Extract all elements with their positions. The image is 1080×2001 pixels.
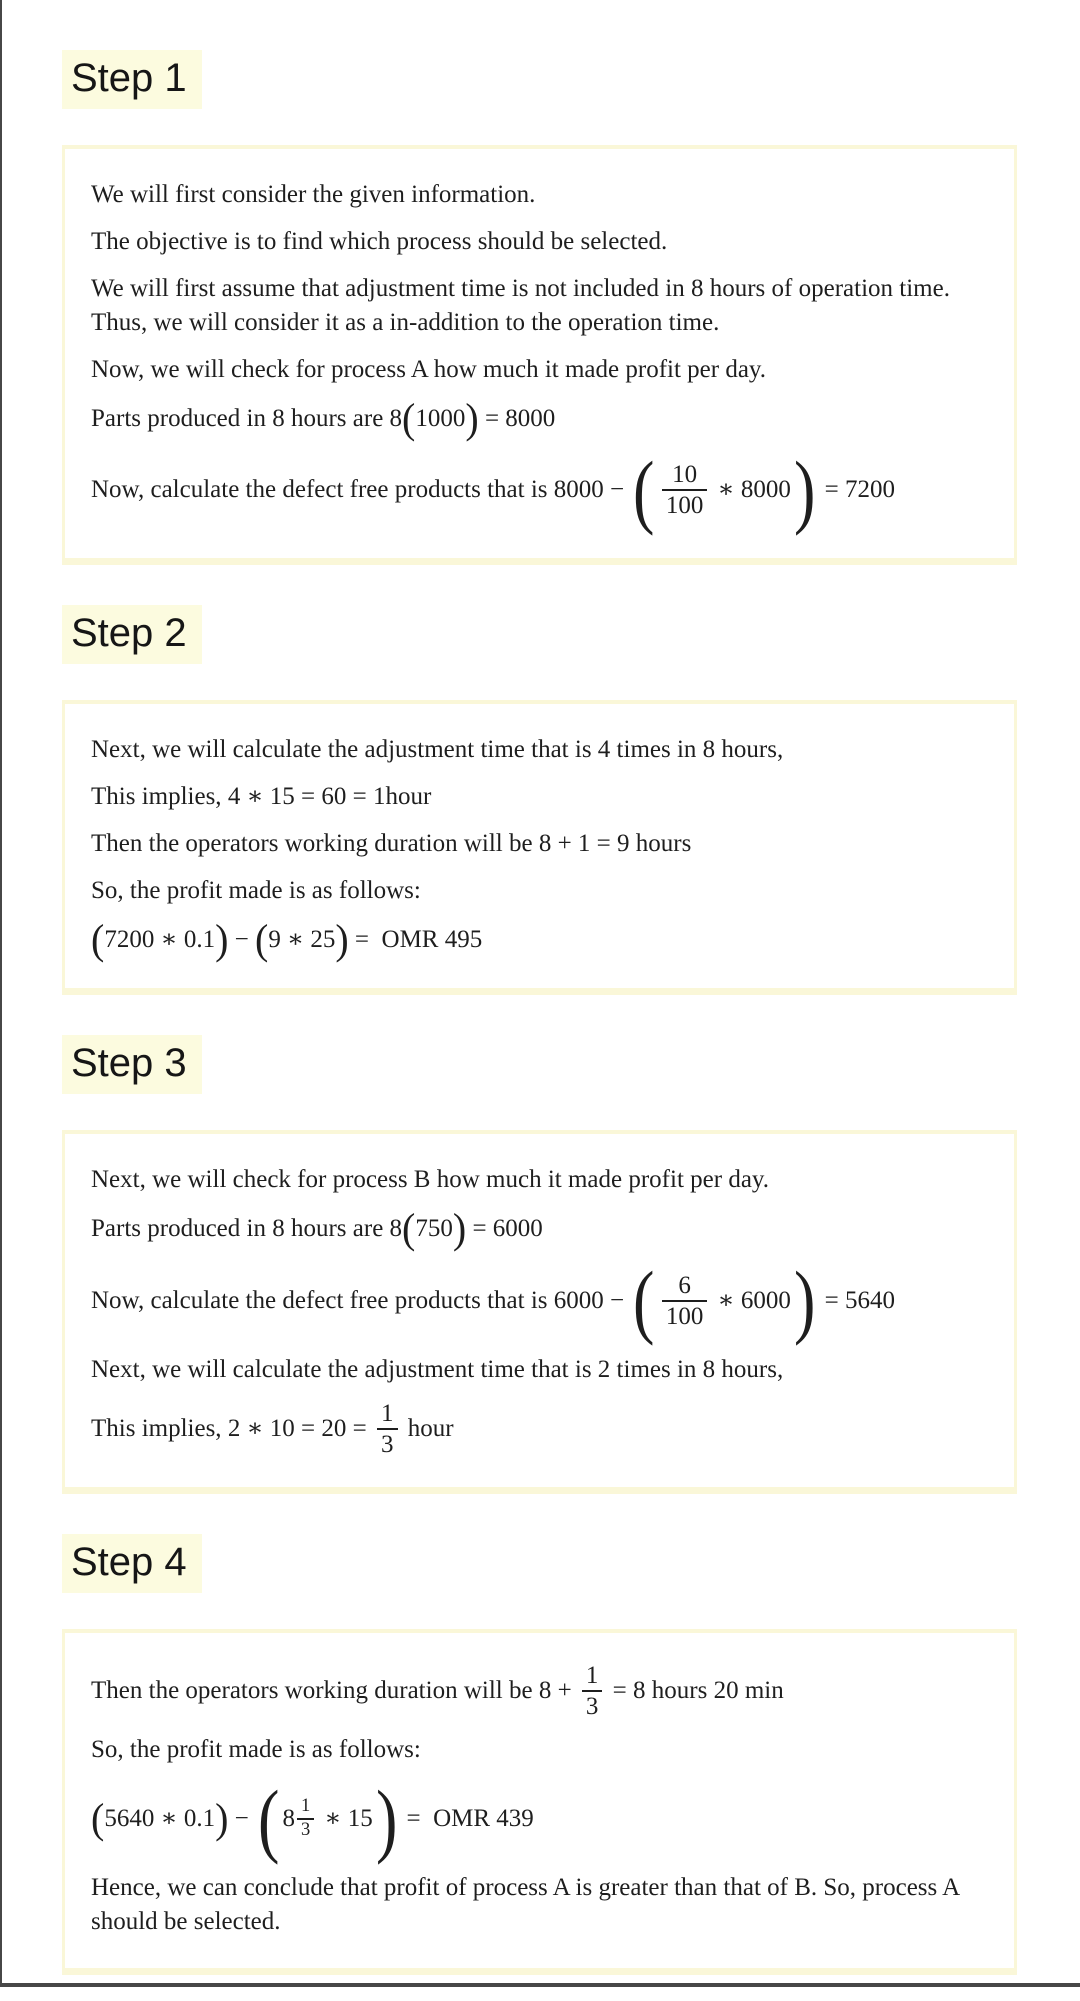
text-run: The objective is to find which process should be selected. xyxy=(91,228,668,255)
fraction xyxy=(377,1400,398,1458)
mixed-number xyxy=(283,1797,319,1841)
math-run: 8 + xyxy=(538,1676,578,1704)
equation-line xyxy=(91,780,988,814)
text-run: Then the operators working duration will be xyxy=(91,830,539,858)
open-paren: ( xyxy=(633,444,655,536)
text-run: Hence, we can conclude that profit of process A is greater than that of B. So, process A should be selected. xyxy=(91,1874,966,1936)
math-run: = 8 hours 20 min xyxy=(606,1676,784,1704)
text-paragraph xyxy=(91,874,988,908)
math-run: 8 + 1 = 9 hours xyxy=(538,830,692,858)
text-run: This implies, xyxy=(91,1414,228,1442)
step-heading-label: Step 3 xyxy=(62,1035,202,1094)
close-paren: ) xyxy=(793,1254,816,1347)
step-heading-label: Step 2 xyxy=(62,605,202,664)
text-paragraph xyxy=(91,178,988,212)
math-run: = 6000 xyxy=(466,1215,543,1243)
text-run: Parts produced in 8 hours are xyxy=(91,405,390,432)
close-paren: ) xyxy=(793,444,816,536)
text-paragraph xyxy=(91,733,988,767)
close-paren: ) xyxy=(335,916,349,964)
math-run: 9 ∗ 25 xyxy=(268,926,336,954)
math-run: = OMR 439 xyxy=(400,1804,534,1832)
equation-line xyxy=(91,1662,988,1720)
text-paragraph xyxy=(91,1733,988,1767)
step-heading xyxy=(62,50,1080,109)
text-run: Now, calculate the defect free products that is xyxy=(91,476,554,504)
open-paren: ( xyxy=(91,916,105,964)
fraction-numerator: 1 xyxy=(381,1399,394,1427)
fraction xyxy=(582,1662,603,1720)
math-run: 5640 ∗ 0.1 xyxy=(104,1804,216,1832)
math-run: ∗ 15 xyxy=(318,1804,373,1832)
text-run: Parts produced in 8 hours are xyxy=(91,1215,390,1243)
equation-line xyxy=(91,1772,988,1865)
math-run: 7200 ∗ 0.1 xyxy=(104,926,216,954)
text-run: So, the profit made is as follows: xyxy=(91,1735,421,1763)
step-heading xyxy=(62,1035,1080,1094)
math-run: 6000 − xyxy=(553,1286,631,1314)
open-paren: ( xyxy=(258,1772,280,1865)
text-paragraph xyxy=(91,1353,988,1387)
step-heading xyxy=(62,1534,1080,1593)
fraction-denominator: 100 xyxy=(662,489,708,519)
text-paragraph xyxy=(91,225,988,259)
fraction-denominator: 3 xyxy=(582,1690,603,1720)
fraction-denominator: 3 xyxy=(377,1428,398,1458)
text-run: Next, we will calculate the adjustment time that is 4 times in 8 hours, xyxy=(91,736,784,764)
math-run: 4 ∗ 15 = 60 = 1hour xyxy=(227,783,432,811)
text-run: So, the profit made is as follows: xyxy=(91,877,421,905)
open-paren: ( xyxy=(402,1205,416,1253)
step-heading-label: Step 4 xyxy=(62,1534,202,1593)
text-run: We will first consider the given information. xyxy=(91,181,536,208)
step-box xyxy=(62,145,1017,565)
fraction-denominator: 3 xyxy=(297,1818,314,1841)
text-paragraph xyxy=(91,353,988,387)
equation-line xyxy=(91,394,988,443)
math-run: − xyxy=(228,1804,256,1832)
equation-line xyxy=(91,1254,988,1347)
text-run: Then the operators working duration will be xyxy=(91,1676,539,1704)
step-box xyxy=(62,1629,1017,1975)
step-box xyxy=(62,1130,1017,1493)
text-run: Now, we will check for process A how much it made profit per day. xyxy=(91,356,767,383)
math-run: − xyxy=(228,926,256,954)
text-paragraph xyxy=(91,1871,988,1939)
text-run: Now, calculate the defect free products that is xyxy=(91,1286,554,1314)
step-box xyxy=(62,700,1017,995)
math-run: 8 xyxy=(389,1215,403,1243)
fraction xyxy=(297,1797,314,1841)
text-run: Next, we will calculate the adjustment time that is 2 times in 8 hours, xyxy=(91,1355,784,1383)
close-paren: ) xyxy=(215,916,229,964)
close-paren: ) xyxy=(375,1772,398,1865)
equation-line xyxy=(91,1205,988,1253)
open-paren: ( xyxy=(255,916,269,964)
fraction xyxy=(662,1272,708,1330)
close-paren: ) xyxy=(452,1205,467,1253)
text-paragraph xyxy=(91,272,988,340)
step-heading xyxy=(62,605,1080,664)
equation-line xyxy=(91,444,988,536)
text-run: We will first assume that adjustment time is not included in 8 hours of operation time. Thus, we will consider it as a in-addition to the operation time. xyxy=(91,275,956,336)
fraction-numerator: 10 xyxy=(672,461,698,489)
open-paren: ( xyxy=(402,394,416,443)
text-paragraph xyxy=(91,1163,988,1197)
open-paren: ( xyxy=(633,1254,655,1347)
math-run: = 7200 xyxy=(818,476,895,504)
equation-line xyxy=(91,1400,988,1458)
math-run: = OMR 495 xyxy=(348,926,483,954)
math-run: 1000 xyxy=(415,405,466,432)
equation-line xyxy=(91,827,988,861)
text-run: Next, we will check for process B how much it made profit per day. xyxy=(91,1166,770,1194)
open-paren: ( xyxy=(91,1794,105,1843)
math-run: 8000 − xyxy=(553,476,631,504)
math-run: hour xyxy=(401,1414,454,1442)
math-run: 8 xyxy=(389,405,403,432)
math-run: ∗ 6000 xyxy=(711,1286,791,1314)
mixed-whole: 8 xyxy=(282,1804,295,1832)
fraction-denominator: 100 xyxy=(662,1300,708,1330)
fraction xyxy=(662,461,708,519)
equation-line xyxy=(91,916,988,964)
math-run: 750 xyxy=(415,1215,453,1243)
math-run: ∗ 8000 xyxy=(711,476,791,504)
fraction-numerator: 6 xyxy=(678,1271,691,1299)
fraction-numerator: 1 xyxy=(585,1661,599,1689)
math-run: = 8000 xyxy=(478,405,556,432)
text-run: This implies, xyxy=(91,783,228,811)
close-paren: ) xyxy=(215,1794,229,1843)
math-run: 2 ∗ 10 = 20 = xyxy=(227,1414,374,1442)
close-paren: ) xyxy=(465,394,479,443)
fraction-numerator: 1 xyxy=(301,1795,311,1816)
math-run: = 5640 xyxy=(818,1286,895,1314)
step-heading-label: Step 1 xyxy=(62,50,202,109)
